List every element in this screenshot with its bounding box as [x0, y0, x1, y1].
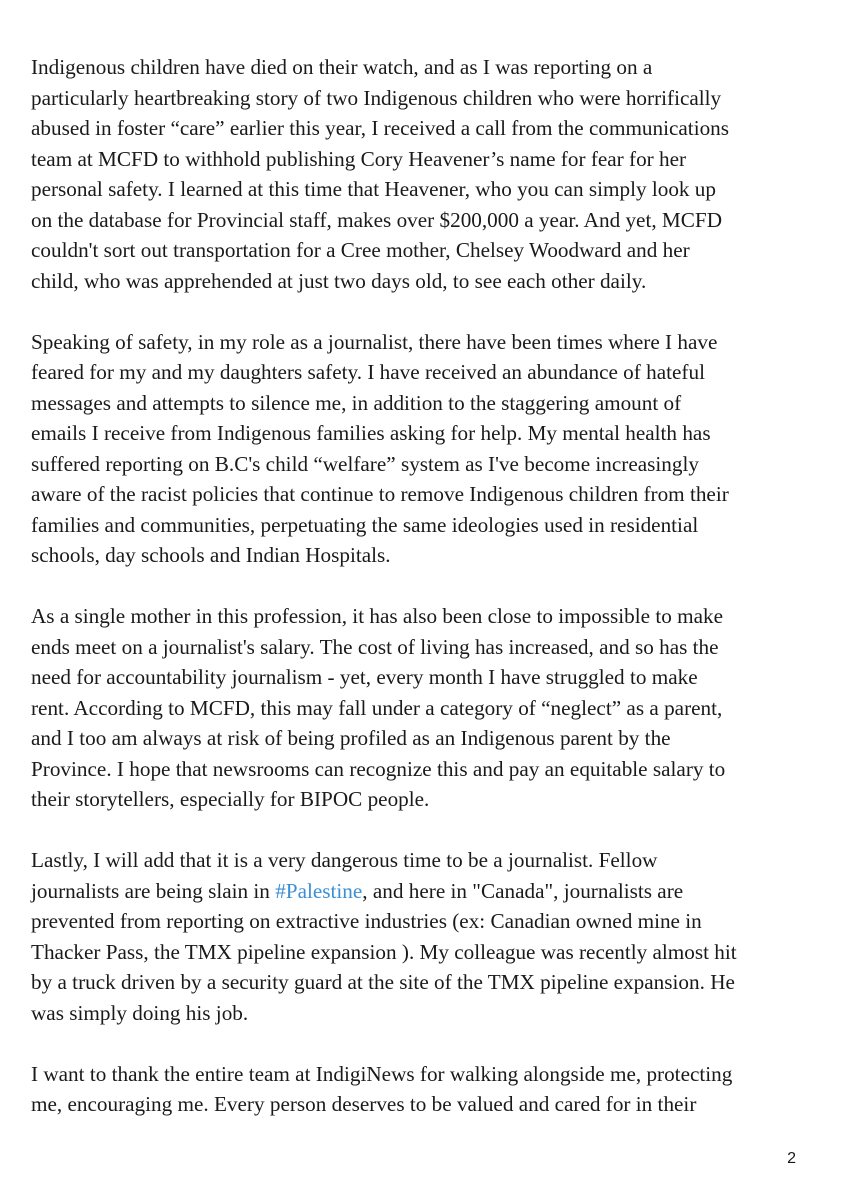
paragraph-thanks: [31, 1059, 821, 1120]
text-line-with-hashtag: [31, 876, 821, 907]
text-line: As a single mother in this profession, it has also been close to impossible to make: [31, 604, 724, 628]
text-line: Speaking of safety, in my role as a journalist, there have been times where I have: [31, 329, 718, 354]
text-line: need for accountability journalism - yet, every month I have struggled to make: [31, 665, 698, 689]
text-line: suffered reporting on B.C's child “welfare” system as I've become increasingly: [31, 451, 699, 476]
palestine-hashtag-link[interactable]: #Palestine: [275, 878, 363, 903]
text-line: their storytellers, especially for BIPOC people.: [31, 787, 430, 811]
text-line: me, encouraging me. Every person deserves to be valued and cared for in their: [31, 1092, 697, 1116]
text-line: by a truck driven by a security guard at the site of the TMX pipeline expansion. He: [31, 970, 735, 994]
text-line: I want to thank the entire team at IndigiNews for walking alongside me, protecting: [31, 1061, 733, 1086]
text-line: Province. I hope that newsrooms can recognize this and pay an equitable salary to: [31, 756, 726, 781]
page-number: 2: [787, 1150, 796, 1167]
text-line: Indigenous children have died on their watch, and as I was reporting on a: [31, 55, 653, 79]
text-line: Thacker Pass, the TMX pipeline expansion ). My colleague was recently almost hit: [31, 939, 737, 964]
text-line: was simply doing his job.: [31, 1000, 249, 1025]
text-line: child, who was apprehended at just two days old, to see each other daily.: [31, 268, 647, 293]
text-line: particularly heartbreaking story of two Indigenous children who were horrifically: [31, 85, 722, 110]
text-line: and I too am always at risk of being profiled as an Indigenous parent by the: [31, 726, 671, 750]
text-line: prevented from reporting on extractive industries (ex: Canadian owned mine in: [31, 909, 702, 933]
text-line: families and communities, perpetuating the same ideologies used in residential: [31, 512, 699, 537]
text-line: feared for my and my daughters safety. I have received an abundance of hateful: [31, 360, 705, 384]
paragraph-mcfd-safety: [31, 52, 821, 296]
text-line: ends meet on a journalist's salary. The cost of living has increased, and so has the: [31, 634, 719, 659]
text-segment: , and here in "Canada", journalists are: [362, 878, 684, 903]
document-body: [31, 52, 821, 1150]
paragraph-dangerous-time: [31, 845, 821, 1028]
paragraph-journalist-safety: [31, 327, 821, 571]
text-line: abused in foster “care” earlier this year, I received a call from the communications: [31, 116, 730, 140]
text-line: couldn't sort out transportation for a Cree mother, Chelsey Woodward and her: [31, 238, 690, 262]
text-line: on the database for Provincial staff, makes over $200,000 a year. And yet, MCFD: [31, 207, 722, 232]
paragraph-single-mother: [31, 601, 821, 815]
text-line: personal safety. I learned at this time that Heavener, who you can simply look up: [31, 177, 716, 201]
text-line: rent. According to MCFD, this may fall under a category of “neglect” as a parent,: [31, 695, 723, 720]
text-line: Lastly, I will add that it is a very dangerous time to be a journalist. Fellow: [31, 848, 658, 872]
text-segment: journalists are being slain in: [31, 878, 276, 903]
text-line: team at MCFD to withhold publishing Cory Heavener’s name for fear for her: [31, 146, 687, 171]
text-line: schools, day schools and Indian Hospitals.: [31, 543, 391, 567]
text-line: messages and attempts to silence me, in addition to the staggering amount of: [31, 390, 682, 415]
text-line: aware of the racist policies that continue to remove Indigenous children from their: [31, 482, 729, 506]
text-line: emails I receive from Indigenous families asking for help. My mental health has: [31, 421, 711, 445]
